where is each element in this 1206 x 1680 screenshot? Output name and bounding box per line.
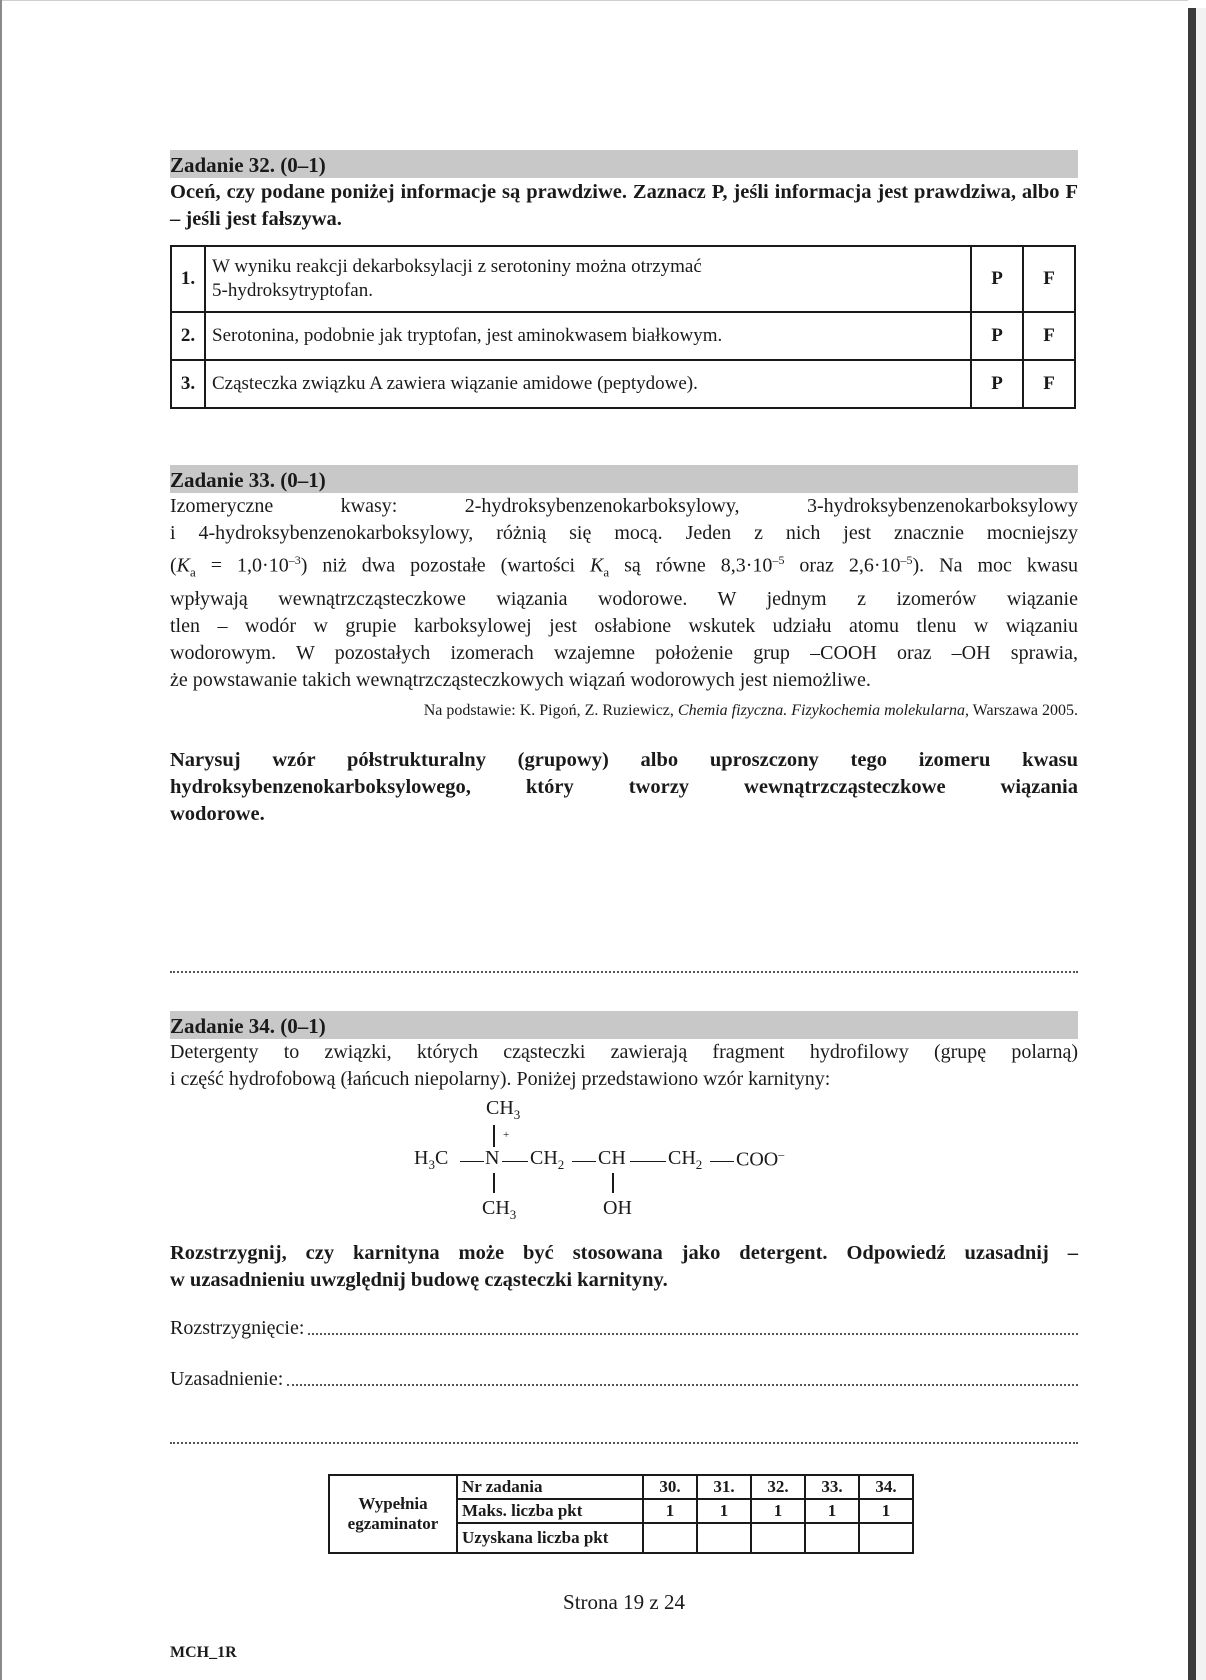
page-left-edge: [0, 0, 2, 1680]
task-33-header: Zadanie 33. (0–1): [170, 465, 1078, 493]
examiner-score-table: [328, 1474, 914, 1554]
bond-line: [710, 1161, 734, 1163]
table-row: [171, 312, 1075, 360]
table-row: [171, 360, 1075, 408]
instruction-line: hydroksybenzenokarboksylowego, który tworzy wewnątrzcząsteczkowe wiązania: [170, 775, 1078, 798]
earned-points-cell[interactable]: [751, 1523, 805, 1553]
decision-label: Rozstrzygnięcie:: [170, 1316, 305, 1339]
decision-answer-line[interactable]: [170, 1317, 1078, 1340]
task-34-instruction: [170, 1240, 1078, 1294]
instruction-line: Narysuj wzór półstrukturalny (grupowy) albo uproszczony tego izomeru kwasu: [170, 748, 1078, 771]
bond-line: [612, 1173, 614, 1193]
task-number-cell: 32.: [751, 1475, 805, 1499]
earned-points-cell[interactable]: [805, 1523, 859, 1553]
carnitine-formula: [170, 1093, 1078, 1228]
dotted-fill: [287, 1384, 1078, 1386]
justification-answer-line[interactable]: [170, 1368, 1078, 1391]
max-points-cell: 1: [805, 1499, 859, 1523]
body-line: wpływają wewnątrzcząsteczkowe wiązania wodorowe. W jednym z izomerów wiązanie: [170, 587, 1078, 610]
task-number-label: Nr zadania: [457, 1475, 643, 1499]
row-number: 3.: [171, 360, 205, 408]
task-34-header: Zadanie 34. (0–1): [170, 1011, 1078, 1039]
task-number-cell: 31.: [697, 1475, 751, 1499]
formula-coo: COO–: [736, 1146, 785, 1171]
max-points-label: Maks. liczba pkt: [457, 1499, 643, 1523]
formula-ch3-bottom: $CH_3$: [482, 1196, 517, 1222]
body-line: Detergenty to związki, których cząsteczki zawierają fragment hydrofilowy (grupę polarną): [170, 1040, 1078, 1063]
task-32-instruction: Oceń, czy podane poniżej informacje są prawdziwe. Zaznacz P, jeśli informacja jest prawdziwa, albo F – jeśli jest fałszywa.: [170, 181, 1078, 230]
formula-ch: CH: [598, 1146, 626, 1169]
formula-oh: OH: [603, 1196, 632, 1219]
body-line: Izomeryczne kwasy: 2-hydroksybenzenokarboksylowy, 3-hydroksybenzenokarboksylowy: [170, 495, 1078, 517]
row-number: 2.: [171, 312, 205, 360]
body-line: i 4-hydroksybenzenokarboksylowy, różnią się mocą. Jeden z nich jest znacznie mocniejszy: [170, 522, 1078, 544]
task-33-instruction: [170, 747, 1078, 828]
statement-line: W wyniku reakcji dekarboksylacji z serotoniny można otrzymać: [212, 256, 702, 277]
formula-h3c: $H_3C$: [414, 1146, 449, 1172]
exam-page: [170, 150, 1078, 1661]
task-number-cell: 33.: [805, 1475, 859, 1499]
body-line: tlen – wodór w grupie karboksylowej jest osłabione wskutek udziału atomu tlenu w wiązaniu: [170, 614, 1078, 637]
exam-code: MCH_1R: [170, 1644, 237, 1661]
bond-line: [493, 1125, 495, 1147]
earned-points-label: Uzyskana liczba pkt: [457, 1523, 643, 1553]
page-right-shadow: [1188, 8, 1196, 1680]
formula-nitrogen: N: [485, 1146, 500, 1169]
bond-line: [493, 1173, 495, 1193]
table-row: [171, 246, 1075, 312]
instruction-line: wodorowe.: [170, 802, 265, 825]
examiner-label: Wypełnia egzaminator: [329, 1475, 457, 1553]
option-p[interactable]: P: [971, 246, 1023, 312]
body-line: że powstawanie takich wewnątrzcząsteczkowych wiązań wodorowych jest niemożliwe.: [170, 668, 871, 691]
option-f[interactable]: F: [1023, 246, 1075, 312]
max-points-cell: 1: [751, 1499, 805, 1523]
formula-ch2-a: $CH_2$: [530, 1146, 565, 1172]
max-points-cell: 1: [697, 1499, 751, 1523]
bond-line: [572, 1161, 596, 1163]
statement-text: [205, 246, 971, 312]
bond-line: [630, 1161, 666, 1163]
option-p[interactable]: P: [971, 360, 1023, 408]
task-32-true-false-table: [170, 245, 1076, 409]
statement-text: Serotonina, podobnie jak tryptofan, jest aminokwasem białkowym.: [205, 312, 971, 360]
viewer-background: [1196, 8, 1206, 1680]
task-33-answer-space[interactable]: [170, 828, 1078, 970]
body-line: $(K_a = 1,0\cdot 10^{-3})$ niż dwa pozostałe (wartości $K_a$ są równe $8,3\cdot 10^{-5}$ oraz $2,6\cdot 10^{-5}$). Na moc kwasu: [170, 553, 1078, 580]
body-line: i część hydrofobową (łańcuch niepolarny). Poniżej przedstawiono wzór karnityny:: [170, 1067, 831, 1090]
formula-charge-plus: +: [503, 1128, 510, 1141]
dotted-fill: [308, 1333, 1078, 1335]
max-points-cell: 1: [643, 1499, 697, 1523]
answer-dotted-line[interactable]: [170, 1441, 1078, 1444]
source-citation: Na podstawie: K. Pigoń, Z. Ruziewicz, Chemia fizyczna. Fizykochemia molekularna, Warszawa 2005.: [423, 701, 1078, 719]
statement-text: Cząsteczka związku A zawiera wiązanie amidowe (peptydowe).: [205, 360, 971, 408]
bond-line: [502, 1161, 528, 1163]
option-f[interactable]: F: [1023, 360, 1075, 408]
option-f[interactable]: F: [1023, 312, 1075, 360]
instruction-line: Rozstrzygnij, czy karnityna może być stosowana jako detergent. Odpowiedź uzasadnij –: [170, 1241, 1078, 1264]
page-top-edge: [0, 0, 1188, 1]
bond-line: [460, 1161, 484, 1163]
statement-line: 5-hydroksytryptofan.: [212, 280, 373, 301]
task-33-body: [170, 493, 1078, 694]
task-number-cell: 34.: [859, 1475, 913, 1499]
formula-ch2-b: $CH_2$: [668, 1146, 703, 1172]
earned-points-cell[interactable]: [697, 1523, 751, 1553]
task-number-cell: 30.: [643, 1475, 697, 1499]
instruction-line: w uzasadnieniu uwzględnij budowę cząsteczki karnityny.: [170, 1268, 668, 1291]
earned-points-cell[interactable]: [859, 1523, 913, 1553]
task-32-header: Zadanie 32. (0–1): [170, 150, 1078, 178]
table-row: [329, 1475, 913, 1499]
max-points-cell: 1: [859, 1499, 913, 1523]
page-number: Strona 19 z 24: [563, 1590, 685, 1614]
row-number: 1.: [171, 246, 205, 312]
body-line: wodorowym. W pozostałych izomerach wzajemne położenie grup –COOH oraz –OH sprawia,: [170, 641, 1078, 664]
formula-ch3-top: $CH_3$: [486, 1096, 521, 1122]
earned-points-cell[interactable]: [643, 1523, 697, 1553]
answer-dotted-line: [170, 970, 1078, 973]
justification-label: Uzasadnienie:: [170, 1367, 284, 1390]
option-p[interactable]: P: [971, 312, 1023, 360]
